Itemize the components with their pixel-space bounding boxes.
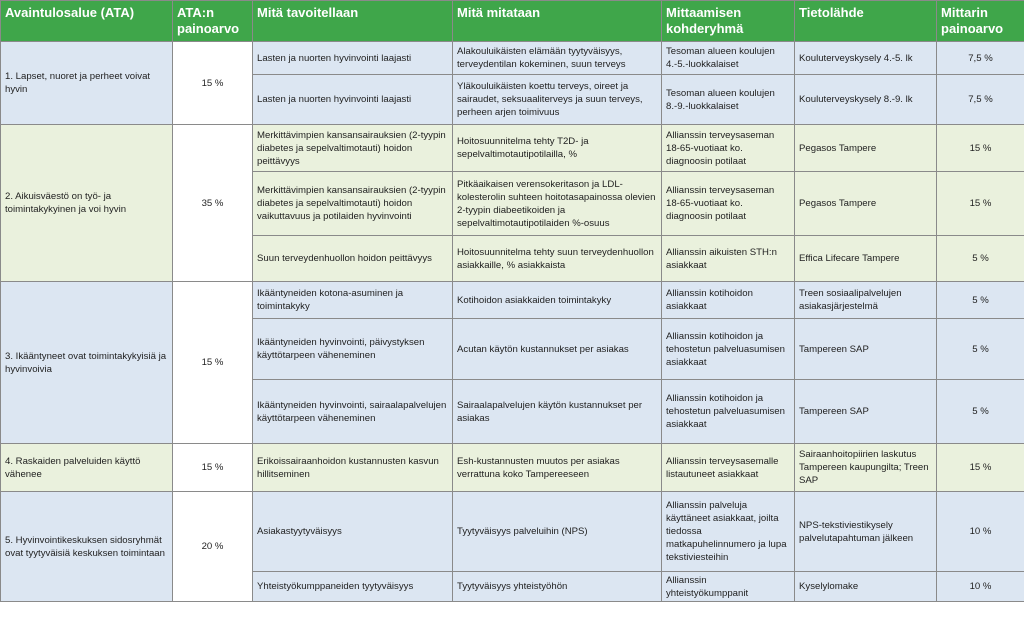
measure-cell: Pitkäaikaisen verensokeritason ja LDL-kolesterolin suhteen hoitotasapainossa olevien 2-tyypin diabeetikoiden ja sepelvaltimotautipotilaiden %-osuus xyxy=(453,172,662,236)
header-measure-weight: Mittarin painoarvo xyxy=(937,1,1024,42)
goal-cell: Lasten ja nuorten hyvinvointi laajasti xyxy=(253,75,453,125)
measure-cell: Tyytyväisyys palveluihin (NPS) xyxy=(453,492,662,572)
weight-cell: 15 % xyxy=(937,172,1024,236)
goal-cell: Yhteistyökumppaneiden tyytyväisyys xyxy=(253,572,453,602)
table-row xyxy=(1,444,1024,492)
target-cell: Allianssin terveysaseman 18-65-vuotiaat ko. diagnoosin potilaat xyxy=(662,172,795,236)
area-cell: 3. Ikääntyneet ovat toimintakykyisiä ja hyvinvoivia xyxy=(1,282,173,444)
measure-cell: Tyytyväisyys yhteistyöhön xyxy=(453,572,662,602)
measure-cell: Alakouluikäisten elämään tyytyväisyys, terveydentilan kokeminen, suun terveys xyxy=(453,42,662,75)
measure-cell: Kotihoidon asiakkaiden toimintakyky xyxy=(453,282,662,319)
measure-cell: Acutan käytön kustannukset per asiakas xyxy=(453,319,662,380)
goal-cell: Suun terveydenhuollon hoidon peittävyys xyxy=(253,236,453,282)
table-row xyxy=(1,42,1024,75)
area-cell: 2. Aikuisväestö on työ- ja toimintakykyinen ja voi hyvin xyxy=(1,125,173,282)
weight-cell: 15 % xyxy=(937,444,1024,492)
goal-cell: Asiakastyytyväisyys xyxy=(253,492,453,572)
source-cell: Kouluterveyskysely 8.-9. lk xyxy=(795,75,937,125)
target-cell: Tesoman alueen koulujen 8.-9.-luokkalaiset xyxy=(662,75,795,125)
area-cell: 1. Lapset, nuoret ja perheet voivat hyvin xyxy=(1,42,173,125)
measure-cell: Hoitosuunnitelma tehty T2D- ja sepelvaltimotautipotilailla, % xyxy=(453,125,662,172)
target-cell: Allianssin kotihoidon ja tehostetun palveluasumisen asiakkaat xyxy=(662,319,795,380)
measure-cell: Yläkouluikäisten koettu terveys, oireet ja sairaudet, seksuaaliterveys ja suun terveys, perheen arjen toimivuus xyxy=(453,75,662,125)
source-cell: Tampereen SAP xyxy=(795,319,937,380)
measure-cell: Hoitosuunnitelma tehty suun terveydenhuollon asiakkaille, % asiakkaista xyxy=(453,236,662,282)
goal-cell: Ikääntyneiden hyvinvointi, päivystyksen käyttötarpeen väheneminen xyxy=(253,319,453,380)
source-cell: Kouluterveyskysely 4.-5. lk xyxy=(795,42,937,75)
weight-cell: 15 % xyxy=(937,125,1024,172)
header-row xyxy=(1,1,1024,42)
goal-cell: Erikoissairaanhoidon kustannusten kasvun hillitseminen xyxy=(253,444,453,492)
goal-cell: Merkittävimpien kansansairauksien (2-tyypin diabetes ja sepelvaltimotauti) hoidon vaikuttavuus ja potilaiden hyvinvointi xyxy=(253,172,453,236)
table-row xyxy=(1,282,1024,319)
target-cell: Allianssin kotihoidon asiakkaat xyxy=(662,282,795,319)
target-cell: Allianssin terveysasemalle listautuneet asiakkaat xyxy=(662,444,795,492)
source-cell: Sairaanhoitopiirien laskutus Tampereen kaupungilta; Treen SAP xyxy=(795,444,937,492)
table-row xyxy=(1,125,1024,172)
area-weight-cell: 15 % xyxy=(173,282,253,444)
weight-cell: 7,5 % xyxy=(937,42,1024,75)
goal-cell: Lasten ja nuorten hyvinvointi laajasti xyxy=(253,42,453,75)
area-weight-cell: 35 % xyxy=(173,125,253,282)
target-cell: Allianssin aikuisten STH:n asiakkaat xyxy=(662,236,795,282)
goal-cell: Merkittävimpien kansansairauksien (2-tyypin diabetes ja sepelvaltimotauti) hoidon peittävyys xyxy=(253,125,453,172)
area-weight-cell: 15 % xyxy=(173,42,253,125)
measure-cell: Esh-kustannusten muutos per asiakas verrattuna koko Tampereeseen xyxy=(453,444,662,492)
source-cell: Kyselylomake xyxy=(795,572,937,602)
table-row xyxy=(1,492,1024,572)
header-target-group: Mittaamisen kohderyhmä xyxy=(662,1,795,42)
source-cell: NPS-tekstiviestikysely palvelutapahtuman jälkeen xyxy=(795,492,937,572)
area-weight-cell: 15 % xyxy=(173,444,253,492)
goal-cell: Ikääntyneiden hyvinvointi, sairaalapalvelujen käyttötarpeen väheneminen xyxy=(253,380,453,444)
area-cell: 4. Raskaiden palveluiden käyttö vähenee xyxy=(1,444,173,492)
target-cell: Allianssin palveluja käyttäneet asiakkaat, joilta tiedossa matkapuhelinnumero ja lupa tekstiviesteihin xyxy=(662,492,795,572)
weight-cell: 5 % xyxy=(937,319,1024,380)
header-source: Tietolähde xyxy=(795,1,937,42)
area-cell: 5. Hyvinvointikeskuksen sidosryhmät ovat tyytyväisiä keskuksen toimintaan xyxy=(1,492,173,602)
area-weight-cell: 20 % xyxy=(173,492,253,602)
target-cell: Allianssin yhteistyökumppanit xyxy=(662,572,795,602)
source-cell: Treen sosiaalipalvelujen asiakasjärjestelmä xyxy=(795,282,937,319)
weight-cell: 5 % xyxy=(937,380,1024,444)
source-cell: Pegasos Tampere xyxy=(795,125,937,172)
weight-cell: 5 % xyxy=(937,282,1024,319)
weight-cell: 7,5 % xyxy=(937,75,1024,125)
header-goal: Mitä tavoitellaan xyxy=(253,1,453,42)
weight-cell: 5 % xyxy=(937,236,1024,282)
header-measure: Mitä mitataan xyxy=(453,1,662,42)
header-area-weight: ATA:n painoarvo xyxy=(173,1,253,42)
weight-cell: 10 % xyxy=(937,492,1024,572)
target-cell: Allianssin kotihoidon ja tehostetun palveluasumisen asiakkaat xyxy=(662,380,795,444)
goal-cell: Ikääntyneiden kotona-asuminen ja toimintakyky xyxy=(253,282,453,319)
target-cell: Tesoman alueen koulujen 4.-5.-luokkalaiset xyxy=(662,42,795,75)
source-cell: Pegasos Tampere xyxy=(795,172,937,236)
source-cell: Effica Lifecare Tampere xyxy=(795,236,937,282)
measure-cell: Sairaalapalvelujen käytön kustannukset per asiakas xyxy=(453,380,662,444)
weight-cell: 10 % xyxy=(937,572,1024,602)
target-cell: Allianssin terveysaseman 18-65-vuotiaat ko. diagnoosin potilaat xyxy=(662,125,795,172)
source-cell: Tampereen SAP xyxy=(795,380,937,444)
header-area: Avaintulosalue (ATA) xyxy=(1,1,173,42)
